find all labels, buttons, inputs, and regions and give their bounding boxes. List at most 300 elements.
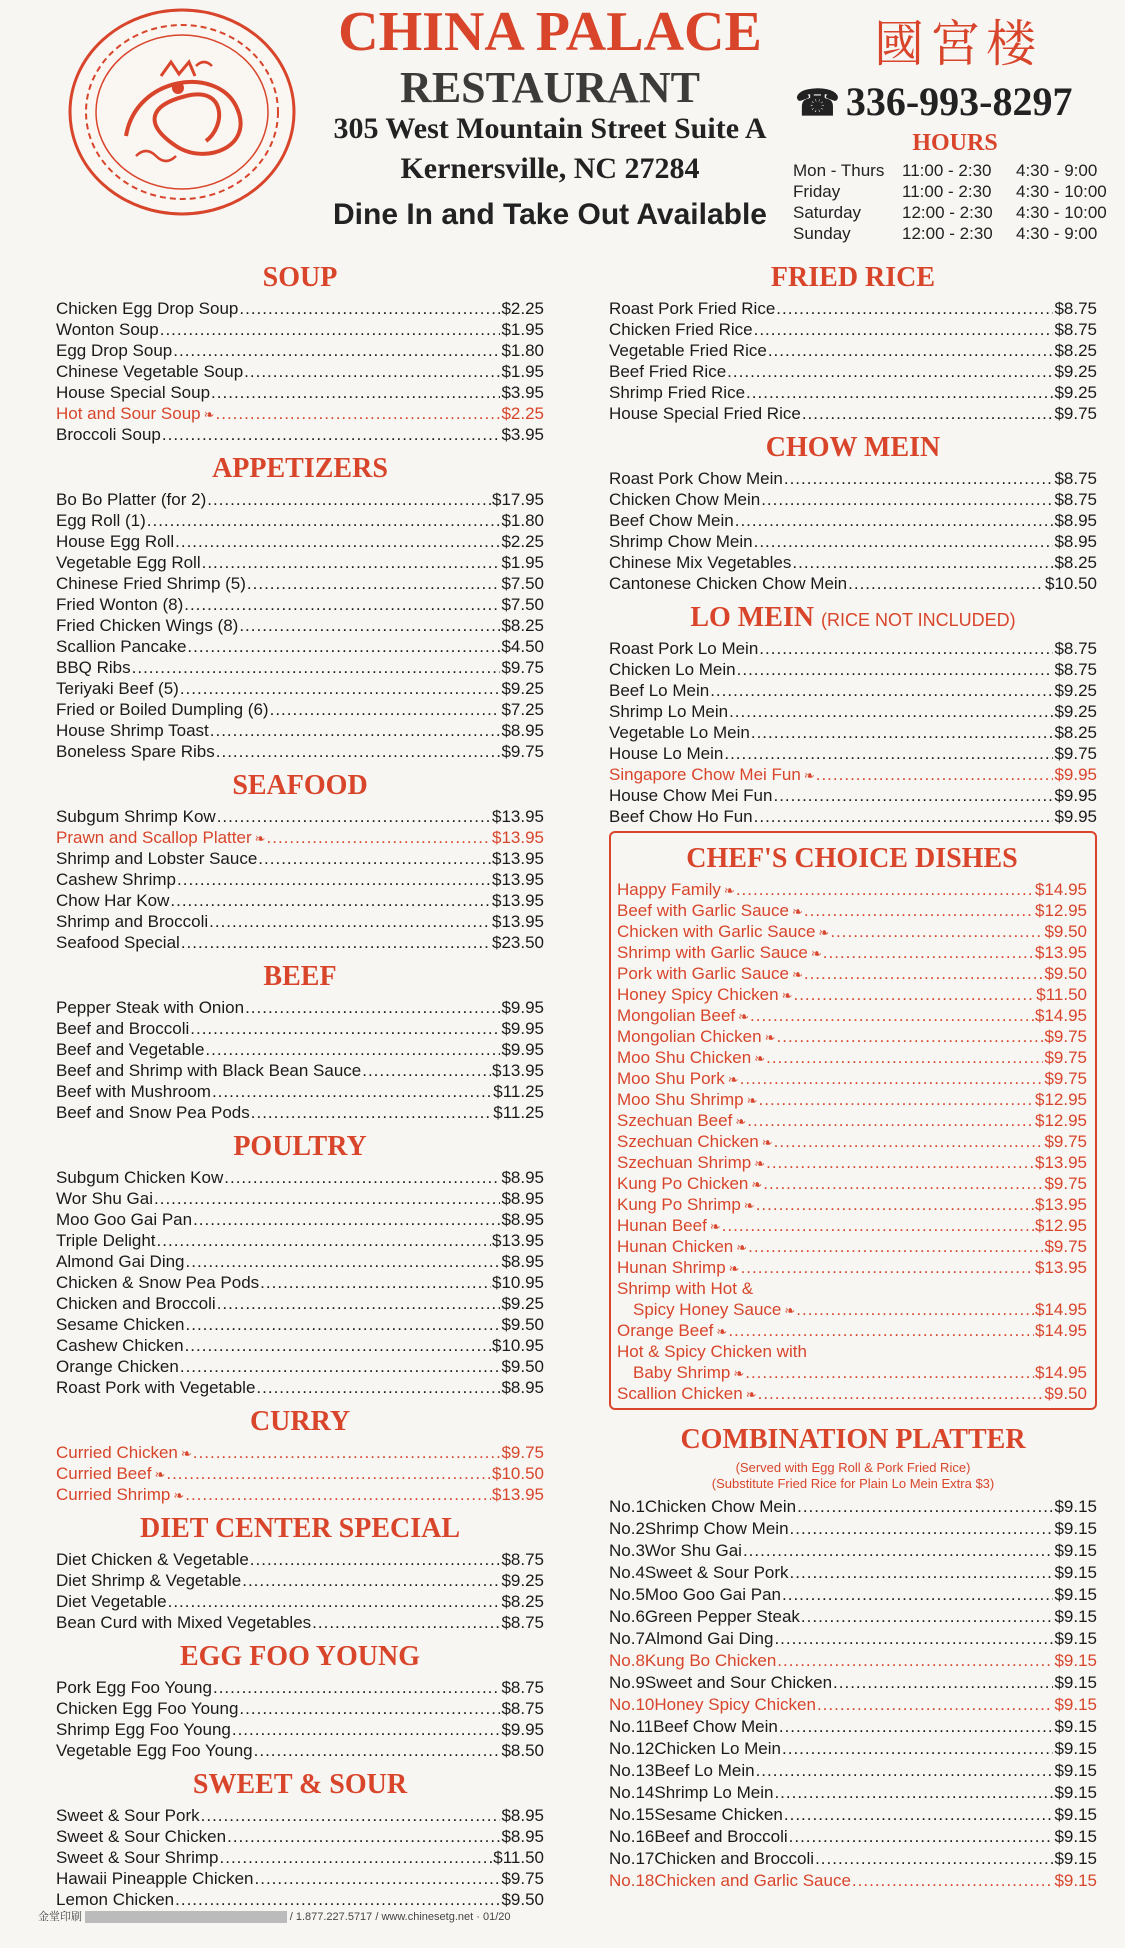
menu-item[interactable]: [609, 510, 1097, 531]
menu-item-name: Pork with Garlic Sauce: [617, 964, 789, 983]
menu-item[interactable]: [617, 900, 1087, 921]
chili-pepper-icon: ❧: [716, 1324, 728, 1339]
chili-pepper-icon: ❧: [728, 1261, 740, 1276]
combo-name: Beef Lo Mein: [654, 1761, 755, 1780]
menu-item-price: $8.75: [501, 1678, 544, 1697]
dot-leader: [743, 1540, 1054, 1562]
menu-item[interactable]: [56, 1060, 544, 1081]
menu-item-name: Beef with Mushroom: [56, 1082, 211, 1101]
menu-item[interactable]: [56, 806, 544, 827]
menu-item[interactable]: [56, 1740, 544, 1761]
menu-item[interactable]: [609, 659, 1097, 680]
dot-leader: [722, 1215, 1034, 1236]
menu-item[interactable]: [617, 1152, 1087, 1173]
menu-item-name: Cashew Shrimp: [56, 870, 176, 889]
dot-leader: [830, 921, 1043, 942]
menu-item[interactable]: [617, 1215, 1087, 1236]
section-combination: [609, 1420, 1097, 1892]
menu-item-price: $12.95: [1035, 1216, 1087, 1235]
section-title: [56, 1509, 544, 1549]
menu-item-price: $9.25: [1054, 362, 1097, 381]
menu-item[interactable]: [609, 382, 1097, 403]
menu-item[interactable]: [56, 869, 544, 890]
menu-item[interactable]: [56, 1018, 544, 1039]
menu-item-price: $8.95: [501, 1827, 544, 1846]
menu-item-name: BBQ Ribs: [56, 658, 131, 677]
menu-item[interactable]: [56, 1081, 544, 1102]
section-title-text: DIET CENTER SPECIAL: [139, 1513, 461, 1544]
menu-item-name: Hunan Shrimp: [617, 1258, 726, 1277]
menu-item[interactable]: [56, 319, 544, 340]
menu-item-name: Hot & Spicy Chicken with: [617, 1342, 807, 1361]
dot-leader: [205, 1039, 500, 1060]
menu-item[interactable]: [609, 743, 1097, 764]
menu-item-price: $8.50: [501, 1741, 544, 1760]
combo-row[interactable]: [609, 1716, 1097, 1738]
menu-item[interactable]: [56, 1293, 544, 1314]
dot-leader: [758, 1383, 1044, 1404]
menu-item[interactable]: [609, 785, 1097, 806]
menu-item[interactable]: [56, 1570, 544, 1591]
menu-item-price: $8.95: [501, 721, 544, 740]
menu-item[interactable]: [56, 1826, 544, 1847]
hours-day: Friday: [793, 182, 841, 201]
hours-table: [793, 160, 1123, 244]
menu-item[interactable]: [56, 403, 544, 424]
dot-leader: [710, 680, 1053, 701]
menu-item[interactable]: [609, 319, 1097, 340]
menu-item-price: $3.95: [501, 383, 544, 402]
menu-item[interactable]: [56, 1442, 544, 1463]
menu-item[interactable]: [56, 741, 544, 762]
menu-item[interactable]: [617, 1173, 1087, 1194]
menu-item-price: $9.75: [501, 1443, 544, 1462]
dot-leader: [210, 720, 501, 741]
menu-item[interactable]: [56, 1868, 544, 1889]
menu-item-price: $8.25: [1054, 341, 1097, 360]
menu-item-name: Hunan Beef: [617, 1216, 707, 1235]
menu-item[interactable]: [609, 298, 1097, 319]
menu-item-price: $13.95: [492, 870, 544, 889]
menu-item[interactable]: [56, 1167, 544, 1188]
menu-item-name: Cantonese Chicken Chow Mein: [609, 574, 848, 593]
combo-number: No.3: [609, 1541, 645, 1560]
chili-pepper-icon: ❧: [746, 1093, 758, 1108]
menu-item[interactable]: [617, 1068, 1087, 1089]
menu-item-price: $13.95: [492, 849, 544, 868]
dot-leader: [790, 1562, 1054, 1584]
menu-item-name: Fried or Boiled Dumpling (6): [56, 700, 269, 719]
menu-item[interactable]: [617, 1383, 1087, 1404]
menu-item-name: Curried Shrimp: [56, 1485, 171, 1504]
menu-item-price: $1.95: [501, 553, 544, 572]
combo-row[interactable]: [609, 1694, 1097, 1716]
menu-item[interactable]: [609, 680, 1097, 701]
menu-item[interactable]: [609, 552, 1097, 573]
menu-item-price: $14.95: [1035, 1300, 1087, 1319]
dot-leader: [239, 1698, 500, 1719]
menu-item-price: $13.95: [492, 828, 544, 847]
menu-item[interactable]: [56, 997, 544, 1018]
combo-name: Shrimp Chow Mein: [644, 1519, 789, 1538]
dot-leader: [816, 764, 1054, 785]
menu-item-price: $8.75: [1054, 299, 1097, 318]
chili-pepper-icon: ❧: [751, 1177, 763, 1192]
combo-note-1: (Served with Egg Roll & Pork Fried Rice): [735, 1460, 971, 1475]
section-title: [609, 598, 1097, 638]
menu-item-price: $10.50: [1045, 574, 1097, 593]
menu-item[interactable]: [56, 489, 544, 510]
dot-leader: [168, 1591, 501, 1612]
menu-left-column: [56, 258, 544, 1914]
menu-item[interactable]: [617, 1257, 1087, 1278]
printer-logo: 金堂印刷: [38, 1911, 82, 1923]
dot-leader: [187, 636, 500, 657]
address-line-2: Kernersville, NC 27284: [400, 152, 700, 185]
dot-leader: [180, 678, 501, 699]
menu-item-price: $9.95: [501, 1019, 544, 1038]
combo-row[interactable]: [609, 1606, 1097, 1628]
menu-item[interactable]: [56, 1188, 544, 1209]
menu-item-name: Roast Pork Lo Mein: [609, 639, 759, 658]
phone-text: 336-993-8297: [845, 79, 1073, 124]
menu-item[interactable]: [56, 848, 544, 869]
menu-item[interactable]: [617, 921, 1087, 942]
menu-item[interactable]: [617, 1236, 1087, 1257]
chinese-name: 國宮楼: [874, 15, 1042, 73]
menu-item-name: Orange Chicken: [56, 1357, 179, 1376]
dot-leader: [782, 1584, 1053, 1606]
dot-leader: [258, 848, 491, 869]
menu-item[interactable]: [56, 932, 544, 953]
hours-dinner: 4:30 - 10:00: [1016, 203, 1107, 222]
dot-leader: [186, 1314, 501, 1335]
menu-item-name: Happy Family: [617, 880, 721, 899]
menu-item[interactable]: [609, 340, 1097, 361]
menu-item[interactable]: [56, 1314, 544, 1335]
menu-item[interactable]: [617, 963, 1087, 984]
combo-number: No.2: [609, 1519, 645, 1538]
menu-item-name: Triple Delight: [56, 1231, 156, 1250]
menu-item[interactable]: [617, 879, 1087, 900]
combo-row[interactable]: [609, 1870, 1097, 1892]
section-curry: [56, 1402, 544, 1505]
menu-item-name: Shrimp with Hot &: [617, 1279, 754, 1298]
section-chefs-choice: [617, 839, 1087, 1404]
menu-item-name: Beef and Shrimp with Black Bean Sauce: [56, 1061, 362, 1080]
menu-item-price: $3.95: [501, 425, 544, 444]
section-sweet-sour: [56, 1765, 544, 1910]
menu-item[interactable]: [56, 657, 544, 678]
combo-row[interactable]: [609, 1672, 1097, 1694]
section-poultry: [56, 1127, 544, 1398]
section-title: [56, 1637, 544, 1677]
dot-leader: [245, 997, 500, 1018]
menu-item[interactable]: [617, 1362, 1087, 1383]
dot-leader: [773, 785, 1053, 806]
menu-item[interactable]: [56, 361, 544, 382]
menu-item[interactable]: [617, 942, 1087, 963]
menu-item-name: Chicken Chow Mein: [609, 490, 761, 509]
menu-item[interactable]: [56, 1847, 544, 1868]
menu-item-price: $8.95: [501, 1806, 544, 1825]
chili-pepper-icon: ❧: [709, 1219, 721, 1234]
dot-leader: [254, 1740, 501, 1761]
combo-row[interactable]: [609, 1738, 1097, 1760]
dot-leader: [728, 1320, 1034, 1341]
menu-item[interactable]: [609, 531, 1097, 552]
menu-item[interactable]: [617, 1047, 1087, 1068]
menu-item-name: Chinese Mix Vegetables: [609, 553, 792, 572]
combo-row[interactable]: [609, 1760, 1097, 1782]
menu-item[interactable]: [56, 699, 544, 720]
dot-leader: [804, 963, 1044, 984]
dot-leader: [175, 1889, 500, 1910]
menu-item[interactable]: [617, 1026, 1087, 1047]
menu-item[interactable]: [56, 678, 544, 699]
menu-item-price: $17.95: [492, 490, 544, 509]
menu-item[interactable]: [609, 403, 1097, 424]
dot-leader: [729, 701, 1053, 722]
dot-leader: [227, 1826, 500, 1847]
dot-leader: [170, 890, 491, 911]
menu-item-price: $8.75: [1054, 469, 1097, 488]
dot-leader: [815, 1848, 1053, 1870]
menu-item-name: Bean Curd with Mixed Vegetables: [56, 1613, 312, 1632]
menu-item[interactable]: [56, 382, 544, 403]
menu-item[interactable]: [609, 468, 1097, 489]
dot-leader: [747, 1110, 1034, 1131]
menu-item-name: Shrimp with Garlic Sauce: [617, 943, 808, 962]
menu-item[interactable]: [56, 1377, 544, 1398]
section-title-text: SOUP: [262, 262, 338, 293]
menu-item[interactable]: [56, 1335, 544, 1356]
menu-item[interactable]: [609, 722, 1097, 743]
menu-item-name: Moo Shu Shrimp: [617, 1090, 744, 1109]
menu-item[interactable]: [609, 764, 1097, 785]
menu-item-price: $12.95: [1035, 1111, 1087, 1130]
dot-leader: [793, 984, 1035, 1005]
telephone-icon: ☎: [795, 83, 840, 123]
dot-leader: [147, 510, 501, 531]
hours-lunch: 11:00 - 2:30: [902, 182, 992, 201]
dot-leader: [180, 1356, 501, 1377]
menu-item[interactable]: [56, 510, 544, 531]
menu-item[interactable]: [56, 1677, 544, 1698]
menu-item[interactable]: [56, 340, 544, 361]
dot-leader: [260, 1272, 491, 1293]
menu-item-name: Roast Pork Chow Mein: [609, 469, 783, 488]
menu-item-price: $2.25: [501, 532, 544, 551]
dot-leader: [754, 806, 1054, 827]
menu-item-price: $11.50: [493, 1848, 544, 1867]
menu-item-price: $8.25: [1054, 553, 1097, 572]
section-appetizers: [56, 449, 544, 762]
menu-item[interactable]: [609, 638, 1097, 659]
menu-item[interactable]: [56, 827, 544, 848]
menu-item-line[interactable]: [617, 1278, 1087, 1299]
menu-item-name: Kung Po Shrimp: [617, 1195, 741, 1214]
dot-leader: [232, 1719, 501, 1740]
combo-name: Almond Gai Ding: [644, 1629, 774, 1648]
menu-item[interactable]: [56, 531, 544, 552]
combo-number: No.11: [609, 1717, 654, 1736]
combo-row[interactable]: [609, 1562, 1097, 1584]
dot-leader: [737, 659, 1054, 680]
section-beef: [56, 957, 544, 1123]
menu-item[interactable]: [56, 1209, 544, 1230]
menu-item-price: $8.75: [501, 1613, 544, 1632]
menu-item-price: $13.95: [492, 891, 544, 910]
section-title-text: APPETIZERS: [212, 453, 388, 484]
menu-item[interactable]: [56, 1230, 544, 1251]
menu-item[interactable]: [56, 615, 544, 636]
menu-item[interactable]: [609, 361, 1097, 382]
menu-item-name: Beef and Vegetable: [56, 1040, 205, 1059]
menu-item[interactable]: [617, 1320, 1087, 1341]
combo-price: $9.15: [1054, 1629, 1097, 1648]
combo-number: No.17: [609, 1849, 655, 1868]
menu-item[interactable]: [56, 1549, 544, 1570]
menu-item[interactable]: [56, 1484, 544, 1505]
menu-item-price: $9.25: [501, 1294, 544, 1313]
menu-item-price: $8.75: [1054, 639, 1097, 658]
menu-item[interactable]: [617, 1299, 1087, 1320]
menu-item-price: $9.50: [501, 1890, 544, 1909]
menu-item-name-cont: Baby Shrimp: [633, 1363, 731, 1382]
hours-lunch: 11:00 - 2:30: [902, 161, 992, 180]
menu-item-name: Chinese Fried Shrimp (5): [56, 574, 246, 593]
menu-item-price: $23.50: [492, 933, 544, 952]
combo-name: Green Pepper Steak: [644, 1607, 800, 1626]
menu-item-price: $9.75: [1044, 1174, 1087, 1193]
hours-row: [793, 223, 1123, 244]
combo-row[interactable]: [609, 1826, 1097, 1848]
menu-item-price: $1.80: [501, 511, 544, 530]
restaurant-name: CHINA PALACE: [338, 1, 762, 63]
menu-item[interactable]: [56, 720, 544, 741]
menu-item[interactable]: [609, 701, 1097, 722]
section-title: [56, 957, 544, 997]
combo-price: $9.15: [1054, 1827, 1097, 1846]
combo-row[interactable]: [609, 1650, 1097, 1672]
menu-item[interactable]: [56, 552, 544, 573]
combo-row[interactable]: [609, 1848, 1097, 1870]
menu-item-name: Bo Bo Platter (for 2): [56, 490, 207, 509]
combo-price: $9.15: [1054, 1607, 1097, 1626]
menu-item[interactable]: [617, 984, 1087, 1005]
menu-item[interactable]: [56, 1463, 544, 1484]
combo-name: Beef Chow Mein: [653, 1717, 778, 1736]
dot-leader: [736, 879, 1034, 900]
menu-item-name: Scallion Chicken: [617, 1384, 743, 1403]
menu-item-price: $9.95: [501, 1040, 544, 1059]
menu-item[interactable]: [56, 1698, 544, 1719]
dot-leader: [852, 1870, 1054, 1892]
menu-item[interactable]: [56, 298, 544, 319]
phone-number[interactable]: [795, 78, 1125, 125]
menu-item[interactable]: [609, 806, 1097, 827]
combo-price: $9.15: [1054, 1805, 1097, 1824]
menu-item-line[interactable]: [617, 1341, 1087, 1362]
combo-row[interactable]: [609, 1518, 1097, 1540]
section-title: [56, 258, 544, 298]
chili-pepper-icon: ❧: [791, 904, 803, 919]
menu-item[interactable]: [56, 1591, 544, 1612]
menu-item-price: $9.50: [1044, 1384, 1087, 1403]
dot-leader: [746, 382, 1053, 403]
menu-item-name: Szechuan Beef: [617, 1111, 733, 1130]
dot-leader: [175, 531, 500, 552]
dot-leader: [776, 298, 1053, 319]
menu-item[interactable]: [617, 1194, 1087, 1215]
menu-item[interactable]: [56, 1039, 544, 1060]
combo-row[interactable]: [609, 1804, 1097, 1826]
combo-row[interactable]: [609, 1584, 1097, 1606]
dot-leader: [766, 1152, 1034, 1173]
chili-pepper-icon: ❧: [735, 1114, 747, 1129]
menu-item-price: $14.95: [1035, 1321, 1087, 1340]
chili-pepper-icon: ❧: [745, 1387, 757, 1402]
menu-item[interactable]: [56, 1719, 544, 1740]
menu-item[interactable]: [56, 594, 544, 615]
menu-item[interactable]: [609, 573, 1097, 594]
menu-item[interactable]: [56, 890, 544, 911]
menu-item[interactable]: [56, 1251, 544, 1272]
menu-item-price: $8.75: [1054, 320, 1097, 339]
menu-item[interactable]: [56, 1356, 544, 1377]
menu-item-price: $13.95: [1035, 1258, 1087, 1277]
menu-item[interactable]: [56, 911, 544, 932]
dot-leader: [745, 1362, 1034, 1383]
section-title: [56, 1127, 544, 1167]
menu-item-name: Chicken & Snow Pea Pods: [56, 1273, 260, 1292]
menu-item[interactable]: [56, 1272, 544, 1293]
menu-item-price: $13.95: [492, 1061, 544, 1080]
menu-item[interactable]: [56, 573, 544, 594]
menu-item-name: Chicken and Broccoli: [56, 1294, 216, 1313]
menu-item[interactable]: [56, 636, 544, 657]
menu-item[interactable]: [617, 1131, 1087, 1152]
combo-name: Beef and Broccoli: [654, 1827, 788, 1846]
combo-row[interactable]: [609, 1782, 1097, 1804]
menu-item[interactable]: [617, 1110, 1087, 1131]
chili-pepper-icon: ❧: [254, 831, 266, 846]
combo-row[interactable]: [609, 1628, 1097, 1650]
section-title: [609, 428, 1097, 468]
combo-row[interactable]: [609, 1496, 1097, 1518]
menu-item[interactable]: [617, 1089, 1087, 1110]
menu-item[interactable]: [56, 1805, 544, 1826]
menu-item-name: Sweet & Sour Pork: [56, 1806, 200, 1825]
combo-name: Wor Shu Gai: [644, 1541, 742, 1560]
menu-item-name: House Egg Roll: [56, 532, 175, 551]
menu-item[interactable]: [609, 489, 1097, 510]
section-title: [609, 258, 1097, 298]
dot-leader: [777, 1026, 1044, 1047]
combo-row[interactable]: [609, 1540, 1097, 1562]
menu-item[interactable]: [56, 424, 544, 445]
menu-item[interactable]: [56, 1612, 544, 1633]
menu-item[interactable]: [56, 1889, 544, 1910]
combo-number: No.14: [609, 1783, 655, 1802]
menu-item[interactable]: [617, 1005, 1087, 1026]
menu-item-name: Scallion Pancake: [56, 637, 187, 656]
combo-name: Chicken and Broccoli: [654, 1849, 815, 1868]
menu-item[interactable]: [56, 1102, 544, 1123]
menu-item-name: Diet Vegetable: [56, 1592, 167, 1611]
menu-item-price: $8.95: [1054, 532, 1097, 551]
